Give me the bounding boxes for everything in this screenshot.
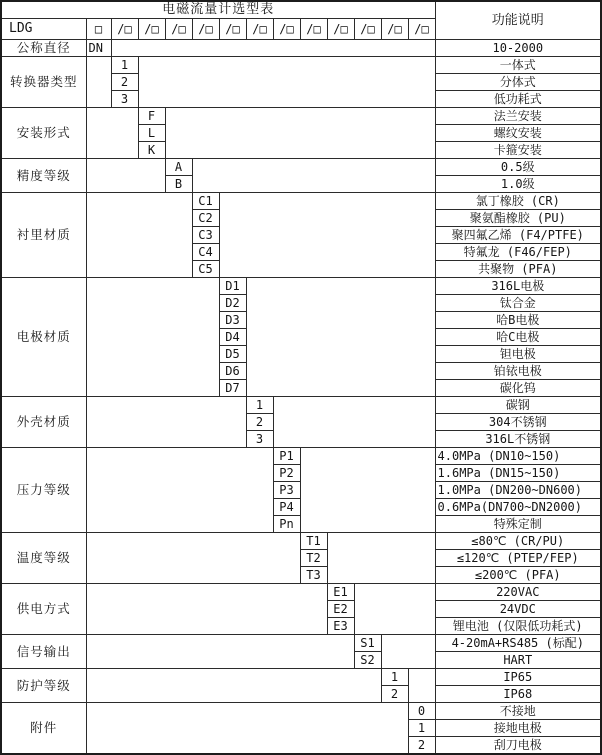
option-desc-cell: 螺纹安装 [435,125,601,142]
filler-cell [246,278,435,397]
option-desc-cell: 低功耗式 [435,91,601,108]
filler-cell [219,193,435,278]
option-code-cell: A [165,159,192,176]
option-code-cell: 1 [246,397,273,414]
filler-cell [300,448,435,533]
category-label: 衬里材质 [1,193,86,278]
option-code-cell: 2 [246,414,273,431]
option-code-cell: 1 [111,57,138,74]
option-desc-cell: 共聚物 (PFA) [435,261,601,278]
option-desc-cell: 锂电池 (仅限低功耗式) [435,618,601,635]
option-code-cell: C2 [192,210,219,227]
option-desc-cell: 接地电极 [435,720,601,737]
option-desc-cell: 特氟龙 (F46/FEP) [435,244,601,261]
option-code-cell: T1 [300,533,327,550]
diameter-label: 公称直径 [1,40,86,57]
option-code-cell: D6 [219,363,246,380]
model-prefix-cell: LDG [1,19,86,40]
filler-cell [192,159,435,193]
option-desc-cell: 1.6MPa (DN15~150) [435,465,601,482]
option-desc-cell: 碳钢 [435,397,601,414]
option-desc-cell: 4.0MPa (DN10~150) [435,448,601,465]
option-code-cell: C5 [192,261,219,278]
option-desc-cell: 0.6MPa(DN700~DN2000) [435,499,601,516]
model-code-slot: /□ [111,19,138,40]
category-label: 外壳材质 [1,397,86,448]
filler-cell [354,584,435,635]
filler-cell [408,669,435,703]
filler-cell [381,635,435,669]
filler-cell [327,533,435,584]
filler-cell [86,193,192,278]
table-title: 电磁流量计选型表 [1,1,435,19]
option-desc-cell: 24VDC [435,601,601,618]
option-code-cell: P2 [273,465,300,482]
option-desc-cell: 铂铱电极 [435,363,601,380]
filler-cell [273,397,435,448]
option-code-cell: E3 [327,618,354,635]
option-code-cell: T2 [300,550,327,567]
category-label: 安装形式 [1,108,86,159]
model-code-slot: /□ [246,19,273,40]
filler-cell [86,635,354,669]
option-desc-cell: 氯丁橡胶 (CR) [435,193,601,210]
filler-cell [86,703,408,755]
option-code-cell: D2 [219,295,246,312]
option-code-cell: S2 [354,652,381,669]
category-label: 精度等级 [1,159,86,193]
model-code-slot: /□ [300,19,327,40]
option-desc-cell: HART [435,652,601,669]
option-code-cell: D5 [219,346,246,363]
filler-cell [86,278,219,397]
category-label: 电极材质 [1,278,86,397]
option-desc-cell: 1.0级 [435,176,601,193]
option-desc-cell: 钽电极 [435,346,601,363]
category-label: 压力等级 [1,448,86,533]
model-code-box: □ [86,19,111,40]
model-code-slot: /□ [138,19,165,40]
filler-cell [86,533,300,584]
category-label: 供电方式 [1,584,86,635]
option-code-cell: 2 [111,74,138,91]
filler-cell [86,448,273,533]
model-code-slot: /□ [327,19,354,40]
filler-cell [86,669,381,703]
option-code-cell: B [165,176,192,193]
category-label: 信号输出 [1,635,86,669]
filler-cell [86,584,327,635]
filler-cell [86,108,138,159]
option-code-cell: L [138,125,165,142]
option-code-cell: S1 [354,635,381,652]
category-label: 附件 [1,703,86,755]
option-desc-cell: 聚四氟乙烯 (F4/PTFE) [435,227,601,244]
option-desc-cell: 0.5级 [435,159,601,176]
option-code-cell: Pn [273,516,300,533]
filler-cell [138,57,435,108]
option-desc-cell: 304不锈钢 [435,414,601,431]
option-code-cell: 2 [381,686,408,703]
model-code-slot: /□ [354,19,381,40]
option-code-cell: D1 [219,278,246,295]
option-desc-cell: 法兰安装 [435,108,601,125]
option-desc-cell: ≤200℃ (PFA) [435,567,601,584]
model-code-slot: /□ [408,19,435,40]
option-desc-cell: 特殊定制 [435,516,601,533]
option-code-cell: F [138,108,165,125]
option-desc-cell: 分体式 [435,74,601,91]
category-label: 防护等级 [1,669,86,703]
option-code-cell: 2 [408,737,435,755]
model-code-slot: /□ [165,19,192,40]
option-desc-cell: 4-20mA+RS485 (标配) [435,635,601,652]
option-code-cell: 1 [408,720,435,737]
filler-cell [165,108,435,159]
option-desc-cell: 钛合金 [435,295,601,312]
option-code-cell: K [138,142,165,159]
filler-cell [86,159,165,193]
option-desc-cell: 碳化钨 [435,380,601,397]
option-code-cell: P3 [273,482,300,499]
option-code-cell: D4 [219,329,246,346]
diameter-desc-cell: 10-2000 [435,40,601,57]
category-label: 转换器类型 [1,57,86,108]
option-desc-cell: 哈C电极 [435,329,601,346]
option-code-cell: E2 [327,601,354,618]
filler-cell [111,40,435,57]
option-code-cell: D3 [219,312,246,329]
option-desc-cell: 一体式 [435,57,601,74]
model-code-slot: /□ [192,19,219,40]
category-label: 温度等级 [1,533,86,584]
model-code-slot: /□ [381,19,408,40]
option-desc-cell: IP68 [435,686,601,703]
option-code-cell: 3 [111,91,138,108]
option-desc-cell: 1.0MPa (DN200~DN600) [435,482,601,499]
model-code-slot: /□ [219,19,246,40]
option-code-cell: 0 [408,703,435,720]
option-code-cell: C3 [192,227,219,244]
option-desc-cell: 刮刀电极 [435,737,601,755]
model-code-slot: /□ [273,19,300,40]
option-desc-cell: 220VAC [435,584,601,601]
option-code-cell: P4 [273,499,300,516]
option-desc-cell: IP65 [435,669,601,686]
option-code-cell: E1 [327,584,354,601]
option-desc-cell: ≤80℃ (CR/PU) [435,533,601,550]
option-desc-cell: ≤120℃ (PTEP/FEP) [435,550,601,567]
option-desc-cell: 聚氨酯橡胶 (PU) [435,210,601,227]
option-code-cell: C1 [192,193,219,210]
diameter-code-cell: DN [86,40,111,57]
option-code-cell: C4 [192,244,219,261]
function-column-header: 功能说明 [435,1,601,40]
option-desc-cell: 不接地 [435,703,601,720]
option-desc-cell: 卡箍安装 [435,142,601,159]
filler-cell [86,57,111,108]
option-code-cell: 3 [246,431,273,448]
option-desc-cell: 316L不锈钢 [435,431,601,448]
option-code-cell: T3 [300,567,327,584]
option-code-cell: 1 [381,669,408,686]
option-code-cell: P1 [273,448,300,465]
filler-cell [86,397,246,448]
option-code-cell: D7 [219,380,246,397]
option-desc-cell: 哈B电极 [435,312,601,329]
option-desc-cell: 316L电极 [435,278,601,295]
